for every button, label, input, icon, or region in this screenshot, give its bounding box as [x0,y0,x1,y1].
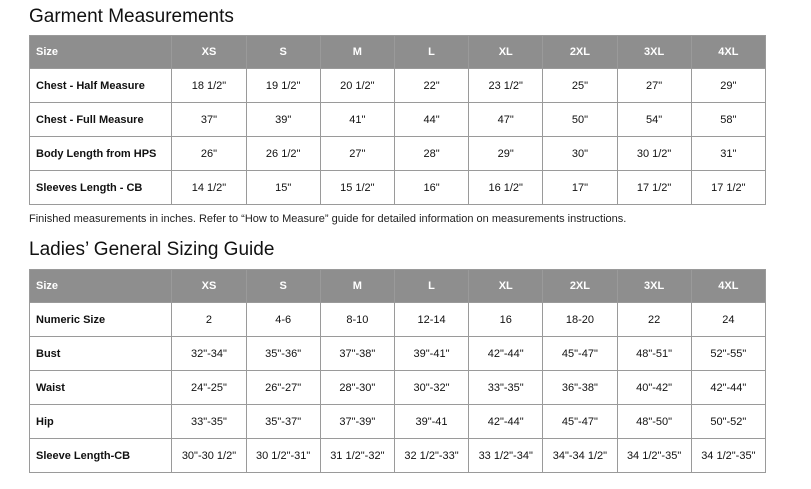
table-cell: 37" [172,103,246,137]
table-row [30,371,766,405]
table-cell: 18 1/2" [172,69,246,103]
table-cell: 28" [394,137,468,171]
table-row [30,171,766,205]
table-cell: 32 1/2"-33" [394,439,468,473]
table-cell: 35"-36" [246,337,320,371]
table-cell: 42"-44" [469,337,543,371]
garment-measurements-table [29,35,766,205]
table-cell: 40"-42" [617,371,691,405]
ladies-sizing-guide-title: Ladies’ General Sizing Guide [29,239,275,260]
table-cell: 4-6 [246,303,320,337]
header-cell-3xl: 3XL [617,36,691,69]
header-cell-xl: XL [469,270,543,303]
table-cell: 26"-27" [246,371,320,405]
table-cell: 22 [617,303,691,337]
garment-table-header [30,36,766,69]
table-cell: 8-10 [320,303,394,337]
table-cell: 27" [320,137,394,171]
table-cell: 34 1/2"-35" [617,439,691,473]
header-cell-4xl: 4XL [691,36,765,69]
header-cell-size: Size [30,270,172,303]
row-label: Bust [30,337,172,371]
header-cell-m: M [320,36,394,69]
table-cell: 33 1/2"-34" [469,439,543,473]
table-cell: 36"-38" [543,371,617,405]
table-cell: 12-14 [394,303,468,337]
header-cell-l: L [394,36,468,69]
header-cell-xl: XL [469,36,543,69]
table-cell: 27" [617,69,691,103]
table-cell: 17 1/2" [691,171,765,205]
table-cell: 33"-35" [172,405,246,439]
table-cell: 50"-52" [691,405,765,439]
table-row [30,337,766,371]
row-label: Body Length from HPS [30,137,172,171]
table-cell: 22" [394,69,468,103]
header-cell-3xl: 3XL [617,270,691,303]
table-cell: 42"-44" [469,405,543,439]
table-row [30,137,766,171]
table-cell: 44" [394,103,468,137]
table-cell: 31 1/2"-32" [320,439,394,473]
header-cell-4xl: 4XL [691,270,765,303]
table-cell: 42"-44" [691,371,765,405]
table-cell: 58" [691,103,765,137]
table-row [30,69,766,103]
table-cell: 26" [172,137,246,171]
table-cell: 39" [246,103,320,137]
table-cell: 29" [691,69,765,103]
table-cell: 15" [246,171,320,205]
table-cell: 48"-50" [617,405,691,439]
table-cell: 18-20 [543,303,617,337]
ladies-table-header [30,270,766,303]
table-cell: 29" [469,137,543,171]
table-cell: 23 1/2" [469,69,543,103]
row-label: Hip [30,405,172,439]
table-cell: 17" [543,171,617,205]
table-cell: 16" [394,171,468,205]
row-label: Numeric Size [30,303,172,337]
table-cell: 17 1/2" [617,171,691,205]
table-cell: 30"-30 1/2" [172,439,246,473]
header-cell-size: Size [30,36,172,69]
table-cell: 37"-38" [320,337,394,371]
table-cell: 2 [172,303,246,337]
table-cell: 30 1/2" [617,137,691,171]
table-cell: 19 1/2" [246,69,320,103]
header-cell-2xl: 2XL [543,270,617,303]
header-cell-m: M [320,270,394,303]
table-cell: 50" [543,103,617,137]
table-row [30,405,766,439]
table-cell: 35"-37" [246,405,320,439]
row-label: Waist [30,371,172,405]
table-cell: 30" [543,137,617,171]
table-cell: 39"-41" [394,337,468,371]
table-cell: 45"-47" [543,337,617,371]
table-cell: 32"-34" [172,337,246,371]
table-cell: 20 1/2" [320,69,394,103]
table-cell: 30"-32" [394,371,468,405]
table-cell: 25" [543,69,617,103]
header-cell-xs: XS [172,270,246,303]
table-cell: 31" [691,137,765,171]
measurement-note: Finished measurements in inches. Refer to “How to Measure” guide for detailed information on measurements instructions. [29,213,627,225]
table-cell: 33"-35" [469,371,543,405]
table-cell: 52"-55" [691,337,765,371]
table-row [30,303,766,337]
table-row [30,439,766,473]
table-cell: 34 1/2"-35" [691,439,765,473]
header-row [30,270,766,303]
table-cell: 24"-25" [172,371,246,405]
table-cell: 15 1/2" [320,171,394,205]
table-row [30,103,766,137]
table-cell: 16 1/2" [469,171,543,205]
table-cell: 30 1/2"-31" [246,439,320,473]
garment-measurements-title: Garment Measurements [29,6,234,27]
table-cell: 24 [691,303,765,337]
table-cell: 45"-47" [543,405,617,439]
header-cell-l: L [394,270,468,303]
table-cell: 14 1/2" [172,171,246,205]
table-cell: 16 [469,303,543,337]
header-cell-xs: XS [172,36,246,69]
row-label: Sleeve Length-CB [30,439,172,473]
table-cell: 41" [320,103,394,137]
header-cell-2xl: 2XL [543,36,617,69]
table-cell: 39"-41 [394,405,468,439]
row-label: Chest - Half Measure [30,69,172,103]
table-cell: 47" [469,103,543,137]
row-label: Sleeves Length - CB [30,171,172,205]
header-cell-s: S [246,36,320,69]
table-cell: 34"-34 1/2" [543,439,617,473]
header-cell-s: S [246,270,320,303]
table-cell: 37"-39" [320,405,394,439]
ladies-sizing-table [29,269,766,473]
table-cell: 48"-51" [617,337,691,371]
header-row [30,36,766,69]
table-cell: 28"-30" [320,371,394,405]
table-cell: 54" [617,103,691,137]
row-label: Chest - Full Measure [30,103,172,137]
table-cell: 26 1/2" [246,137,320,171]
